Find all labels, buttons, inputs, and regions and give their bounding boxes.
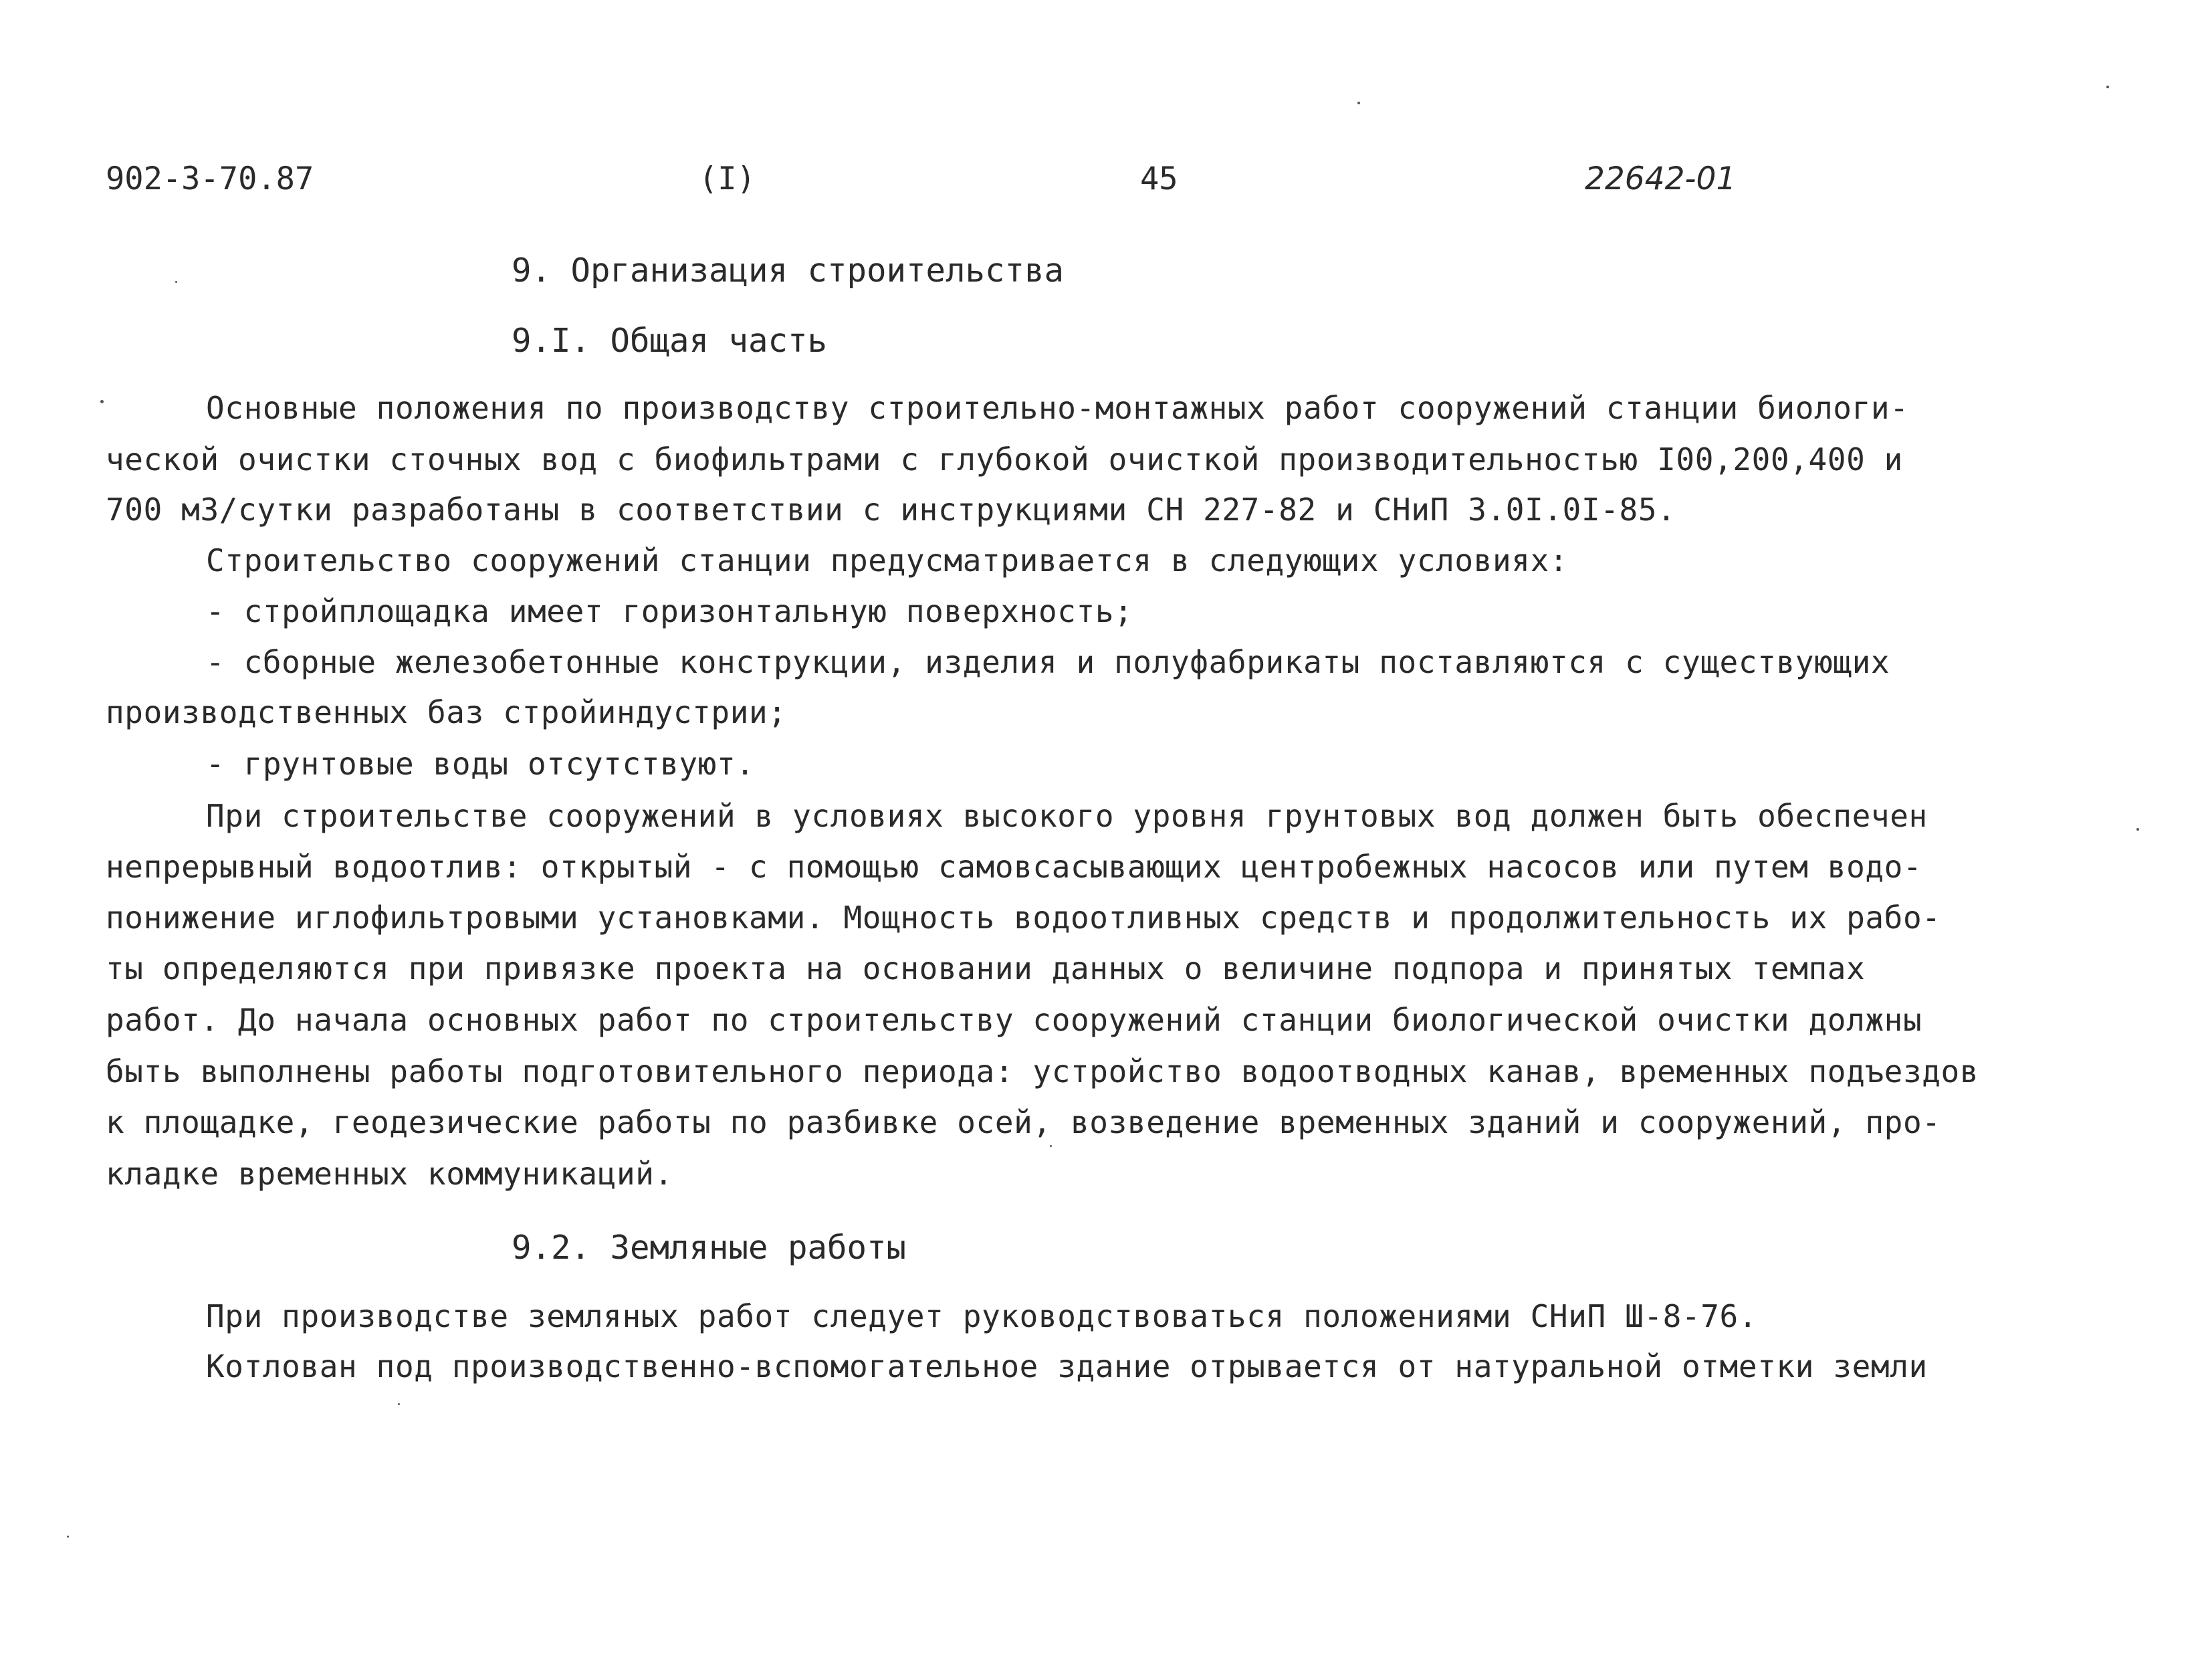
body-line: быть выполнены работы подготовительного периода: устройство водоотводных канав, временных подъездов: [106, 1053, 1979, 1090]
scan-speck: [67, 1536, 69, 1538]
list-item: - сборные железобетонные конструкции, изделия и полуфабрикаты поставляются с существующих: [206, 644, 1890, 680]
body-line: производственных баз стройиндустрии;: [106, 694, 787, 730]
subsection-heading: 9.I. Общая часть: [512, 322, 828, 360]
sheet-number: (I): [699, 161, 756, 197]
body-line: При строительстве сооружений в условиях высокого уровня грунтовых вод должен быть обеспечен: [206, 798, 1928, 834]
body-line: ты определяются при привязке проекта на основании данных о величине подпора и принятых темпах: [106, 950, 1866, 987]
body-line: При производстве земляных работ следует руководствоваться положениями СНиП Ш-8-76.: [206, 1298, 1758, 1334]
body-line: Котлован под производственно-вспомогательное здание отрывается от натуральной отметки земли: [206, 1348, 1928, 1384]
scan-speck: [398, 1403, 400, 1405]
scan-speck: [100, 400, 104, 403]
project-code: 902-3-70.87: [106, 161, 314, 197]
body-line: ческой очистки сточных вод с биофильтрами с глубокой очисткой производительностью I00,200,400 и: [106, 441, 1903, 478]
subsection-heading: 9.2. Земляные работы: [512, 1229, 907, 1267]
body-line: непрерывный водоотлив: открытый - с помощью самовсасывающих центробежных насосов или путем водо-: [106, 849, 1922, 885]
body-line: кладке временных коммуникаций.: [106, 1156, 673, 1192]
document-number: 22642-01: [1585, 161, 1737, 197]
scan-speck: [2106, 86, 2109, 88]
scan-speck: [2136, 828, 2139, 831]
body-line: Основные положения по производству строительно-монтажных работ сооружений станции биологи-: [206, 390, 1909, 426]
section-heading: 9. Организация строительства: [512, 251, 1065, 290]
list-item: - грунтовые воды отсутствуют.: [206, 746, 755, 782]
body-line: понижение иглофильтровыми установками. Мощность водоотливных средств и продолжительность их рабо-: [106, 900, 1941, 936]
body-line: работ. До начала основных работ по строительству сооружений станции биологической очистки должны: [106, 1002, 1922, 1038]
body-line: 700 м3/сутки разработаны в соответствии с инструкциями СН 227-82 и СНиП 3.0I.0I-85.: [106, 492, 1676, 528]
list-item: - стройплощадка имеет горизонтальную поверхность;: [206, 593, 1133, 629]
body-line: Строительство сооружений станции предусматривается в следующих условиях:: [206, 542, 1569, 579]
scan-speck: [1357, 102, 1360, 104]
scan-speck: [175, 281, 177, 283]
scan-speck: [1050, 1145, 1052, 1147]
page-number: 45: [1140, 161, 1178, 197]
body-line: к площадке, геодезические работы по разбивке осей, возведение временных зданий и сооружений, про-: [106, 1104, 1941, 1140]
